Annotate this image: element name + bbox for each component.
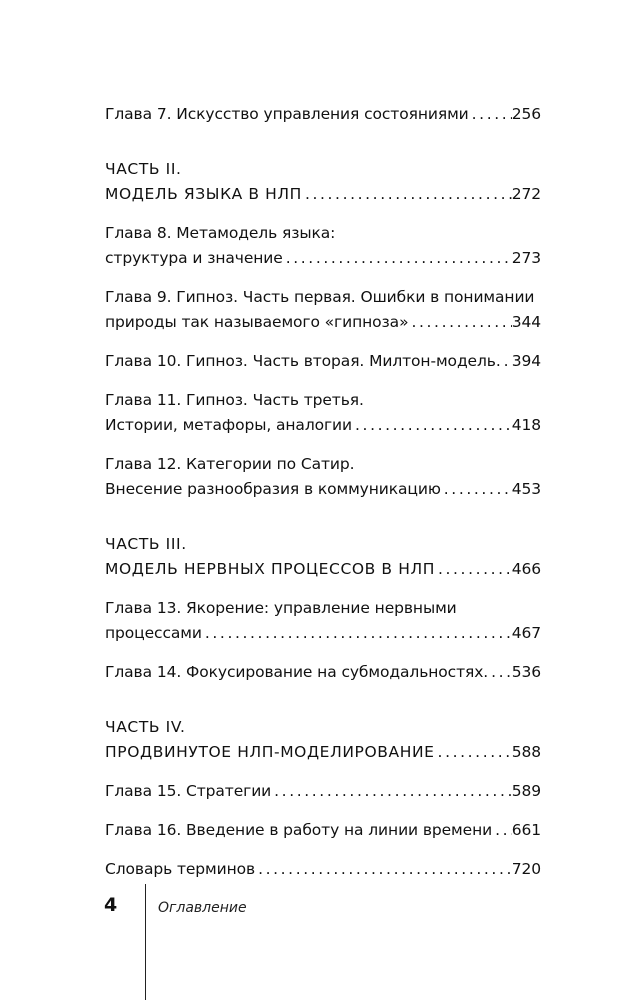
- toc-entry: [105, 102, 541, 127]
- toc-entry-title: Словарь терминов: [105, 860, 256, 878]
- toc-entry-title: структура и значение: [105, 249, 283, 267]
- leader-dots: [492, 818, 512, 843]
- toc-page-number: 589: [511, 782, 541, 800]
- leader-dots: [435, 557, 512, 582]
- leader-dots: [255, 857, 512, 882]
- toc-entry-line: [105, 818, 541, 843]
- part-label: ЧАСТЬ IV.: [105, 718, 186, 736]
- toc-page-number: 536: [511, 663, 541, 681]
- toc-entry-title: Внесение разнообразия в коммуникацию: [105, 480, 441, 498]
- toc-entry: [105, 452, 541, 502]
- part-title-line: [105, 557, 541, 582]
- toc-entry: [105, 388, 541, 438]
- footer-divider: [145, 884, 146, 1000]
- toc-entry-line: [105, 857, 541, 882]
- part-title: МОДЕЛЬ НЕРВНЫХ ПРОЦЕССОВ В НЛП: [105, 560, 435, 578]
- toc-page-number: 467: [511, 624, 541, 642]
- toc-page-number: 453: [511, 480, 541, 498]
- toc-entry-line: [105, 413, 541, 438]
- toc-entry-line: Глава 12. Категории по Сатир.: [105, 455, 355, 473]
- toc-entry: [105, 596, 541, 646]
- toc-part: [105, 532, 541, 582]
- leader-dots: [501, 349, 512, 374]
- leader-dots: [469, 102, 512, 127]
- toc-entry-title: Глава 7. Искусство управления состояниями: [105, 105, 469, 123]
- leader-dots: [441, 477, 512, 502]
- toc-entry-line: Глава 11. Гипноз. Часть третья.: [105, 391, 364, 409]
- toc-entry: [105, 349, 541, 374]
- toc-entry-line: [105, 621, 541, 646]
- toc-page-number: 272: [511, 185, 541, 203]
- toc-entry-title: Глава 10. Гипноз. Часть вторая. Милтон-модель.: [105, 352, 501, 370]
- leader-dots: [408, 310, 511, 335]
- toc-page-number: 661: [511, 821, 541, 839]
- toc-page-number: 720: [511, 860, 541, 878]
- toc-entry-line: Глава 8. Метамодель языка:: [105, 224, 336, 242]
- toc-entry-line: [105, 102, 541, 127]
- section-gap: [105, 141, 541, 157]
- leader-dots: [302, 182, 512, 207]
- toc-page-number: 273: [511, 249, 541, 267]
- part-label: ЧАСТЬ II.: [105, 160, 182, 178]
- running-title: Оглавление: [158, 900, 247, 916]
- leader-dots: [283, 246, 512, 271]
- toc-entry-line: [105, 310, 541, 335]
- part-label: ЧАСТЬ III.: [105, 535, 187, 553]
- leader-dots: [352, 413, 512, 438]
- page-number: 4: [104, 894, 118, 916]
- toc-page-number: 588: [511, 743, 541, 761]
- toc-entry-line: Глава 9. Гипноз. Часть первая. Ошибки в понимании: [105, 288, 535, 306]
- toc-entry: [105, 285, 541, 335]
- part-title-line: [105, 182, 541, 207]
- part-title: ПРОДВИНУТОЕ НЛП-МОДЕЛИРОВАНИЕ: [105, 743, 435, 761]
- toc-entry-line: [105, 477, 541, 502]
- part-title-line: [105, 740, 541, 765]
- toc-page-number: 418: [511, 416, 541, 434]
- toc-entry-title: Глава 15. Стратегии: [105, 782, 272, 800]
- toc-entry-title: Глава 16. Введение в работу на линии времени: [105, 821, 493, 839]
- section-gap: [105, 699, 541, 715]
- toc-entry-title: Глава 14. Фокусирование на субмодальностях.: [105, 663, 489, 681]
- toc-entry: [105, 221, 541, 271]
- toc-entry-line: Глава 13. Якорение: управление нервными: [105, 599, 457, 617]
- leader-dots: [435, 740, 512, 765]
- table-of-contents: [105, 102, 541, 896]
- toc-page-number: 344: [511, 313, 541, 331]
- leader-dots: [488, 660, 512, 685]
- toc-page-number: 394: [511, 352, 541, 370]
- toc-entry-line: [105, 246, 541, 271]
- toc-entry-line: [105, 660, 541, 685]
- toc-part: [105, 157, 541, 207]
- toc-entry: [105, 660, 541, 685]
- toc-page-number: 256: [511, 105, 541, 123]
- toc-part: [105, 715, 541, 765]
- toc-entry-title: Истории, метафоры, аналогии: [105, 416, 353, 434]
- toc-entry: [105, 857, 541, 882]
- toc-entry: [105, 779, 541, 804]
- toc-entry-title: природы так называемого «гипноза»: [105, 313, 409, 331]
- toc-entry-line: [105, 349, 541, 374]
- part-title: МОДЕЛЬ ЯЗЫКА В НЛП: [105, 185, 302, 203]
- toc-entry-title: процессами: [105, 624, 202, 642]
- toc-entry-line: [105, 779, 541, 804]
- leader-dots: [271, 779, 512, 804]
- toc-entry: [105, 818, 541, 843]
- section-gap: [105, 516, 541, 532]
- leader-dots: [202, 621, 512, 646]
- toc-page-number: 466: [511, 560, 541, 578]
